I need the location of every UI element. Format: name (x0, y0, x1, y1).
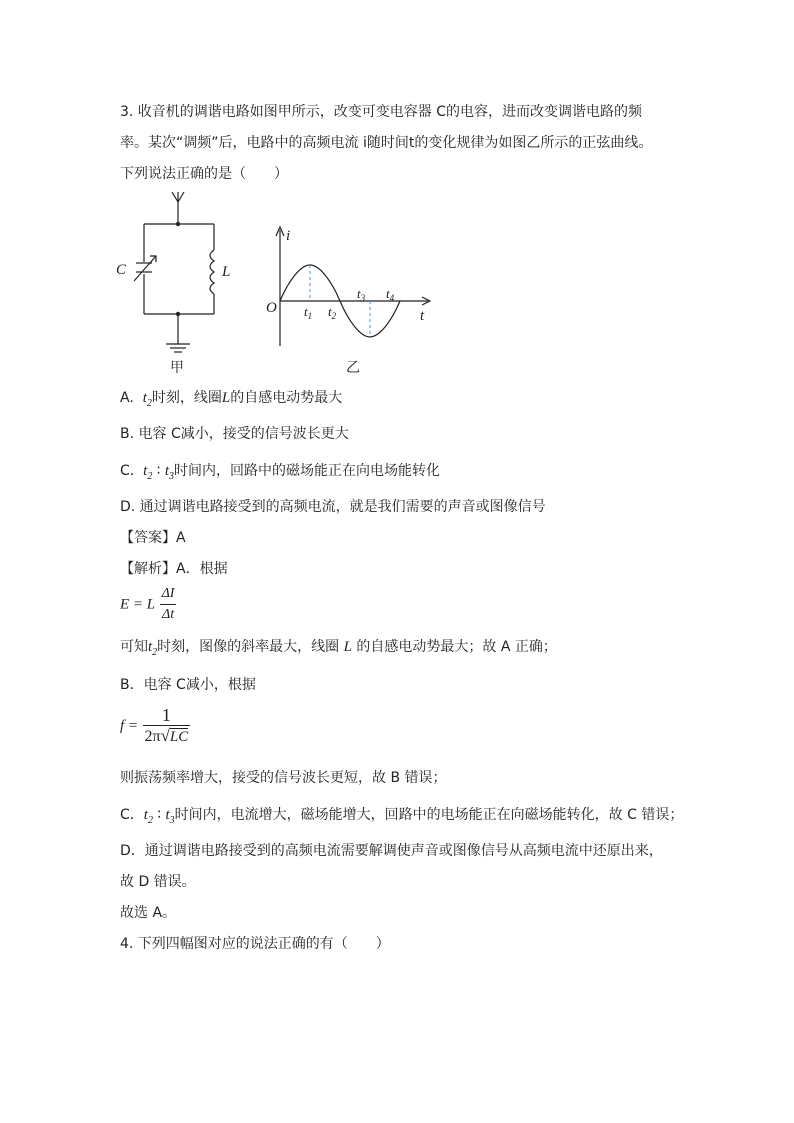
inductor-coil-icon (210, 250, 214, 294)
option-b[interactable]: B. 电容 C减小，接受的信号波长更大 (120, 426, 349, 442)
analysis-conclusion: 故选 A。 (120, 905, 177, 921)
q4-stem: 4. 下列四幅图对应的说法正确的有（ ） (120, 936, 390, 952)
t3-label: $t_3$ (357, 286, 366, 303)
analysis-a-line: 可知$t_2$时刻，图像的斜率最大，线圈 L 的自感电动势最大；故 A 正确； (120, 639, 557, 658)
analysis-c-line: C．$t_2$ ∶ $t_3$时间内，电流增大，磁场能增大，回路中的电场能正在向磁场能转化，故 C 错误； (120, 807, 684, 826)
formula-frequency: f = $\frac{1}{2\pi√LC}$ (120, 705, 189, 745)
figure-jia-label: 甲 (170, 360, 184, 376)
formula-emf: E = L $\frac{\Delta I}{\Delta t}$ (120, 586, 175, 622)
option-d[interactable]: D. 通过调谐电路接受到的高频电流，就是我们需要的声音或图像信号 (120, 499, 546, 515)
x-axis-label: t (420, 308, 425, 324)
antenna-icon (172, 192, 184, 224)
current-time-graph (260, 222, 440, 352)
t1-label: $t_1$ (304, 304, 313, 321)
q3-stem-line1: 3. 收音机的调谐电路如图甲所示，改变可变电容器 C的电容，进而改变调谐电路的频 (120, 104, 643, 120)
t4-label: $t_4$ (386, 286, 395, 303)
q3-stem-line2: 率。某次“调频”后，电路中的高频电流 i随时间t的变化规律为如图乙所示的正弦曲线。 (120, 135, 653, 151)
analysis-d-line1: D．通过调谐电路接受到的高频电流需要解调使声音或图像信号从高频电流中还原出来， (120, 843, 663, 859)
analysis-d-line2: 故 D 错误。 (120, 874, 196, 890)
option-a[interactable]: A. $t_2$时刻，线圈L的自感电动势最大 (120, 390, 343, 409)
circuit-diagram (110, 188, 250, 378)
inductor-label: L (222, 264, 231, 280)
answer: 【答案】A (120, 530, 186, 546)
figure-yi-label: 乙 (346, 360, 360, 376)
analysis-b-result: 则振荡频率增大，接受的信号波长更短，故 B 错误； (120, 770, 447, 786)
option-c[interactable]: C. $t_2$ ∶ $t_3$时间内，回路中的磁场能正在向电场能转化 (120, 463, 441, 482)
q3-stem-line3: 下列说法正确的是（ ） (120, 166, 288, 182)
y-axis-label: i (286, 228, 291, 244)
capacitor-label: C (116, 262, 127, 278)
analysis-b-intro: B．电容 C减小，根据 (120, 677, 256, 693)
ground-icon (166, 344, 190, 352)
variable-capacitor-icon (134, 256, 156, 281)
origin-label: O (266, 300, 277, 316)
analysis-intro: 【解析】A．根据 (120, 561, 228, 577)
t2-label: $t_2$ (328, 304, 337, 321)
